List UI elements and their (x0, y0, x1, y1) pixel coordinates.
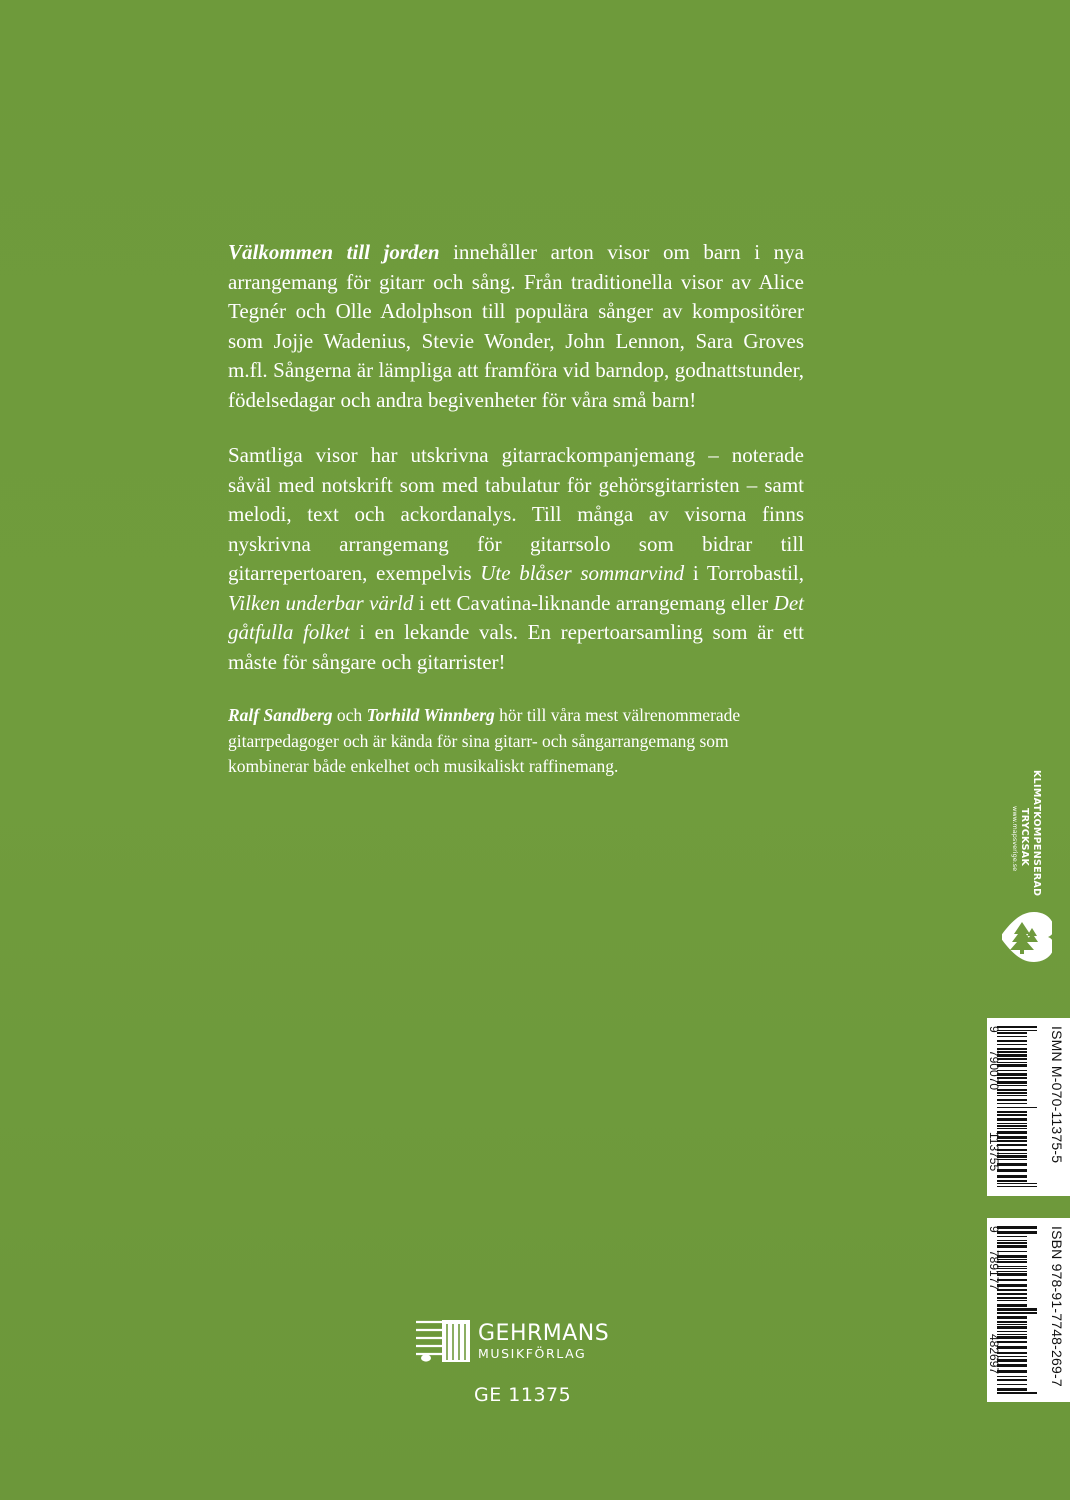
barcode-bar (997, 1103, 1027, 1104)
barcode-bar (997, 1118, 1027, 1121)
barcode-bar (997, 1273, 1027, 1276)
barcode-bar (997, 1321, 1027, 1323)
barcode-bar (997, 1376, 1027, 1377)
barcode-bar (997, 1316, 1027, 1319)
barcode-bar (997, 1128, 1027, 1129)
barcode-bar (997, 1040, 1027, 1042)
barcode-bar (997, 1114, 1027, 1116)
barcode-bar (997, 1030, 1037, 1031)
authors-bio (228, 703, 804, 780)
barcode-bar (997, 1245, 1027, 1248)
text-run: i Torrobastil, (684, 561, 805, 585)
barcode-bar (997, 1293, 1027, 1295)
ismn-barcode (987, 1018, 1070, 1196)
climate-text (1002, 770, 1052, 910)
ismn-digit-1: 9 (987, 1026, 1001, 1033)
text-run: i ett Cavatina-liknande arrangemang eller (413, 590, 774, 615)
barcode-bar (997, 1268, 1027, 1269)
barcode-bar (997, 1155, 1027, 1158)
barcode-bar (997, 1077, 1027, 1079)
isbn-digits-3: 482697 (987, 1334, 1001, 1375)
barcode-bar (997, 1136, 1027, 1139)
climate-line2: TRYCKSAK (1019, 808, 1030, 867)
barcode-bar (997, 1048, 1027, 1050)
barcode-bar (997, 1070, 1027, 1071)
barcode-bar (997, 1370, 1027, 1373)
barcode-bar (997, 1379, 1027, 1381)
barcode-bar (997, 1054, 1027, 1057)
barcode-bar (997, 1062, 1027, 1063)
song-title: Det gåtfulla folket (228, 590, 804, 644)
barcode-bar (997, 1240, 1027, 1241)
ismn-digits-3: 113755 (987, 1132, 1001, 1172)
barcode-bar (997, 1356, 1027, 1357)
barcode-bar (997, 1331, 1027, 1332)
barcode-bar (997, 1279, 1027, 1281)
barcode-bar (997, 1352, 1027, 1354)
barcode-bar (997, 1284, 1027, 1287)
barcode-bar (997, 1058, 1027, 1060)
barcode-bar (997, 1089, 1027, 1091)
song-title: Ute blåser sommarvind (480, 561, 685, 585)
barcode-bar (997, 1140, 1027, 1142)
climate-line1: KLIMATKOMPENSERAD (1031, 770, 1042, 897)
barcode-bar (997, 1231, 1037, 1234)
barcode-bar (997, 1036, 1027, 1037)
barcode-bar (997, 1159, 1027, 1160)
barcode-bar (997, 1304, 1027, 1307)
barcode-bar (997, 1123, 1027, 1124)
barcode-bar (997, 1251, 1027, 1252)
barcode-bar (997, 1392, 1037, 1394)
barcode-bar (997, 1242, 1027, 1244)
barcode-bar (997, 1346, 1027, 1349)
catalog-number: GE 11375 (474, 1384, 572, 1406)
barcode-bar (997, 1183, 1037, 1184)
music-staff-icon (414, 1318, 472, 1364)
barcode-bar (997, 1297, 1027, 1299)
barcode-bar (997, 1312, 1037, 1314)
barcode-bar (997, 1364, 1027, 1367)
song-title: Vilken underbar värld (228, 590, 414, 615)
barcode-bar (997, 1261, 1027, 1263)
barcode-bar (997, 1169, 1027, 1172)
isbn-barcode (987, 1218, 1070, 1402)
emphasis-title: Ralf Sandberg (228, 705, 333, 725)
barcode-bar (997, 1289, 1027, 1291)
emphasis-title: Torhild Winnberg (366, 705, 495, 725)
barcode-bar (997, 1044, 1027, 1045)
barcode-bar (997, 1064, 1027, 1067)
content-paragraph (228, 441, 804, 677)
publisher-logo (414, 1318, 634, 1368)
barcode-bar (997, 1073, 1027, 1076)
isbn-bars (997, 1226, 1037, 1394)
emphasis-title: Välkommen till jorden (228, 240, 440, 264)
barcode-bar (997, 1384, 1027, 1385)
barcode-bar (997, 1026, 1037, 1028)
barcode-bar (997, 1085, 1027, 1086)
barcode-bar (997, 1144, 1027, 1146)
barcode-bar (997, 1081, 1027, 1084)
barcode-bar (997, 1149, 1027, 1151)
intro-paragraph (228, 238, 804, 415)
heart-tree-icon (1002, 904, 1052, 968)
barcode-bar (997, 1259, 1027, 1260)
isbn-label: ISBN 978-91-7748-269-7 (1049, 1226, 1065, 1387)
ismn-label: ISMN M-070-11375-5 (1049, 1026, 1065, 1164)
barcode-bar (997, 1153, 1027, 1154)
text-run: innehåller arton visor om barn i nya arrangemang för gitarr och sång. Från traditionella visor av Alice Tegnér och Olle Adolphson till populära sånger av kompositörer som Jojje Wadenius, Stevie Wonder, John Lennon, Sara Groves m.fl. Sångerna är lämpliga att framföra vid barndop, godnattstunder, födelsedagar och andra begivenheter för våra små barn! (228, 240, 804, 412)
ismn-bars (997, 1026, 1037, 1188)
barcode-bar (997, 1341, 1027, 1343)
barcode-bar (997, 1334, 1027, 1335)
barcode-bar (997, 1180, 1027, 1182)
barcode-bar (997, 1308, 1037, 1311)
barcode-bar (997, 1336, 1027, 1339)
text-run: i en lekande vals. En repertoarsamling som är ett måste för sångare och gitarrister! (228, 620, 804, 674)
barcode-bar (997, 1236, 1027, 1237)
text-run: hör till våra mest välrenommerade gitarrpedagoger och är kända för sina gitarr- och sångarrangemang som kombinerar både enkelhet och musikaliskt raffinemang. (228, 705, 741, 776)
text-run: Samtliga visor har utskrivna gitarrackompanjemang – noterade såväl med notskrift som med tabulatur för gehörsgitarristen – samt melodi, text och ackordanalys. Till många av visorna finns nyskrivna arrangemang för gitarrsolo som bidrar till gitarrepertoaren, exempelvis (228, 443, 804, 585)
ismn-digits-2: 790070 (987, 1050, 1001, 1091)
barcode-bar (997, 1099, 1027, 1101)
publisher-name: GEHRMANS (478, 1321, 610, 1346)
barcode-bar (997, 1388, 1027, 1391)
barcode-bar (997, 1131, 1027, 1134)
barcode-bar (997, 1095, 1027, 1096)
barcode-bar (997, 1226, 1037, 1229)
barcode-bar (997, 1271, 1027, 1272)
barcode-bar (997, 1107, 1037, 1108)
barcode-bar (997, 1359, 1027, 1362)
climate-badge (1002, 770, 1052, 970)
barcode-bar (997, 1051, 1027, 1053)
barcode-bar (997, 1163, 1027, 1166)
barcode-bar (997, 1111, 1027, 1113)
barcode-bar (997, 1324, 1027, 1325)
climate-url: www.mapsverige.se (1011, 806, 1019, 872)
isbn-digits-2: 789177 (987, 1250, 1001, 1291)
barcode-bar (997, 1092, 1027, 1094)
barcode-bar (997, 1186, 1037, 1187)
barcode-bar (997, 1175, 1027, 1178)
publisher-subtitle: MUSIKFÖRLAG (478, 1346, 587, 1361)
barcode-bar (997, 1125, 1027, 1127)
barcode-bar (997, 1326, 1027, 1329)
isbn-digit-1: 9 (987, 1226, 1001, 1233)
barcode-bar (997, 1300, 1027, 1301)
description-block (228, 238, 804, 780)
barcode-bar (997, 1255, 1027, 1258)
barcode-bar (997, 1032, 1027, 1034)
barcode-bar (997, 1266, 1027, 1267)
text-run: och (332, 705, 367, 725)
